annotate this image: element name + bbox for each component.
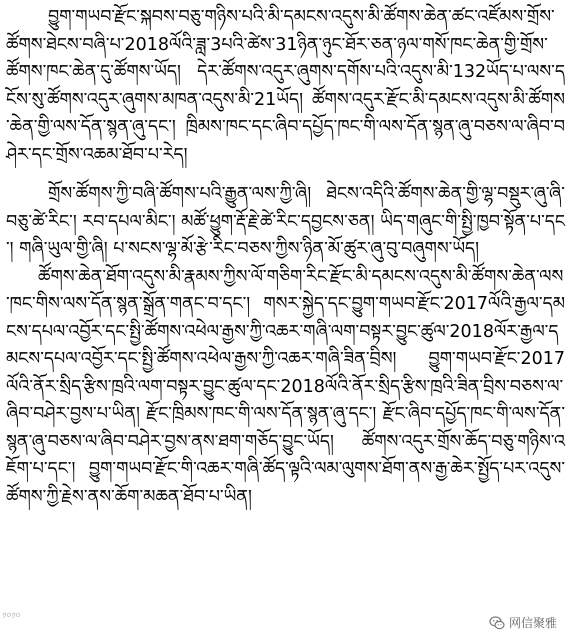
corner-mark: ༡༠༡༠ xyxy=(2,612,21,622)
wechat-icon xyxy=(489,615,505,631)
paragraph-2: གྲོས་ཚོགས་ཀྱི་བཞི་ཚོགས་པའི་རྒྱུན་ལས་ཀྱི་ཞི། ཐེངས་འདིའི་ཚོགས་ཆེན་གྱི་ལྷ་བསྡུར་ཞུ་ཞི་བཅུ་ཚེ་རིང་། རབ་དཔལ་མིང་། མཚོ་ཕྱུག་རྡོ་རྗེ་ཚེ་རིང་དབྱངས་ཅན། ཡིད་གཞུང་གི་སྤྱི་ཁྱབ་སྟོན་པ་དང་། གཞི་ཡུལ་གྱི་ཞི། པ་སངས་ལྷ་མོ་རྩེ་རིང་བཅས་ཀྱིས་ཉིན་མོ་ཚུར་ཞུ་བུ་བཞུགས་ཡོད། xyxy=(6,184,565,259)
watermark xyxy=(485,613,561,632)
paragraph-1: བྱུག་གཡབ་རྫོང་སྐབས་བཅུ་གཉིས་པའི་མི་དམངས་འདུས་མི་ཚོགས་ཆེན་ཚང་འཛོམས་གྲོས་ཚོགས་ཐེངས་བཞི་པ་2018ལོའི་ཟླ་3པའི་ཚེས་31ཉིན་ཉུང་ཐོར་ཅན་ཉལ་གསོ་ཁང་ཆེན་གྱི་གྲོས་ཚོགས་ཁང་ཆེན་དུ་ཚོགས་ཡོད། དེར་ཚོགས་འདུར་ཞུགས་དགོས་པའི་འདུས་མི་132ཡོད་པ་ལས་དངོས་སུ་ཚོགས་འདུར་ཞུགས་མཁན་འདུས་མི་21ཡོད། ཚོགས་འདུར་རྫོང་མི་དམངས་འདུས་མི་ཚོགས་ཆེན་གྱི་ལས་དོན་སྙན་ཞུ་དང་། ཁྲིམས་ཁང་དང་ཞིབ་དཔྱོད་ཁང་གི་ལས་དོན་སྙན་ཞུ་བཅས་ལ་ཞིབ་བཤེར་དང་གྲོས་འཆམ་ཐོབ་པ་རེད། xyxy=(6,7,565,165)
paragraph-3: ཚོགས་ཆེན་ཐོག་འདུས་མི་རྣམས་ཀྱིས་ལོ་གཅིག་རིང་རྫོང་མི་དམངས་འདུས་མི་ཚོགས་ཆེན་ལས་ཁང་གིས་ལས་དོན་སྙན་སྒྲོན་གནང་བ་དང་། གསར་སྐྱེད་དང་བྱུག་གཡབ་རྫོང་2017ལོའི་རྒྱལ་དམངས་དཔལ་འབྱོར་དང་སྤྱི་ཚོགས་འཕེལ་རྒྱས་ཀྱི་འཆར་གཞི་ལག་བསྟར་བྱུང་ཚུལ་2018ལོར་རྒྱལ་དམངས་དཔལ་འབྱོར་དང་སྤྱི་ཚོགས་འཕེལ་རྒྱས་ཀྱི་འཆར་གཞི་ཟིན་བྲིས། བྱུག་གཡབ་རྫོང་2017ལོའི་ནོར་སྲིད་རྩིས་ཁྲའི་ལག་བསྟར་བྱུང་ཚུལ་དང་2018ལོའི་ནོར་སྲིད་རྩིས་ཁྲའི་ཟིན་བྲིས་བཅས་ལ་ཞིབ་བཤེར་བྱས་པ་ཡིན། རྫོང་ཁྲིམས་ཁང་གི་ལས་དོན་སྙན་ཞུ་དང་། རྫོང་ཞིབ་དཔྱོད་ཁང་གི་ལས་དོན་སྙན་ཞུ་བཅས་ལ་ཞིབ་བཤེར་བྱས་ནས་ཐག་གཅོད་བྱུང་ཡོད། ཚོགས་འདུར་གྲོས་ཆོད་བཅུ་གཉིས་འཇོག་པ་དང་། བྱུག་གཡབ་རྫོང་གི་འཆར་གཞི་ཚོད་ལྟའི་ལམ་ལུགས་ཐོག་ནས་རྒྱ་ཆེར་སྤྱོད་པར་འདུས་ཚོགས་ཀྱི་རྗེས་ནས་ཆོག་མཆན་ཐོབ་པ་ཡིན། xyxy=(6,266,565,507)
watermark-label: 网信聚雅 xyxy=(508,616,557,630)
